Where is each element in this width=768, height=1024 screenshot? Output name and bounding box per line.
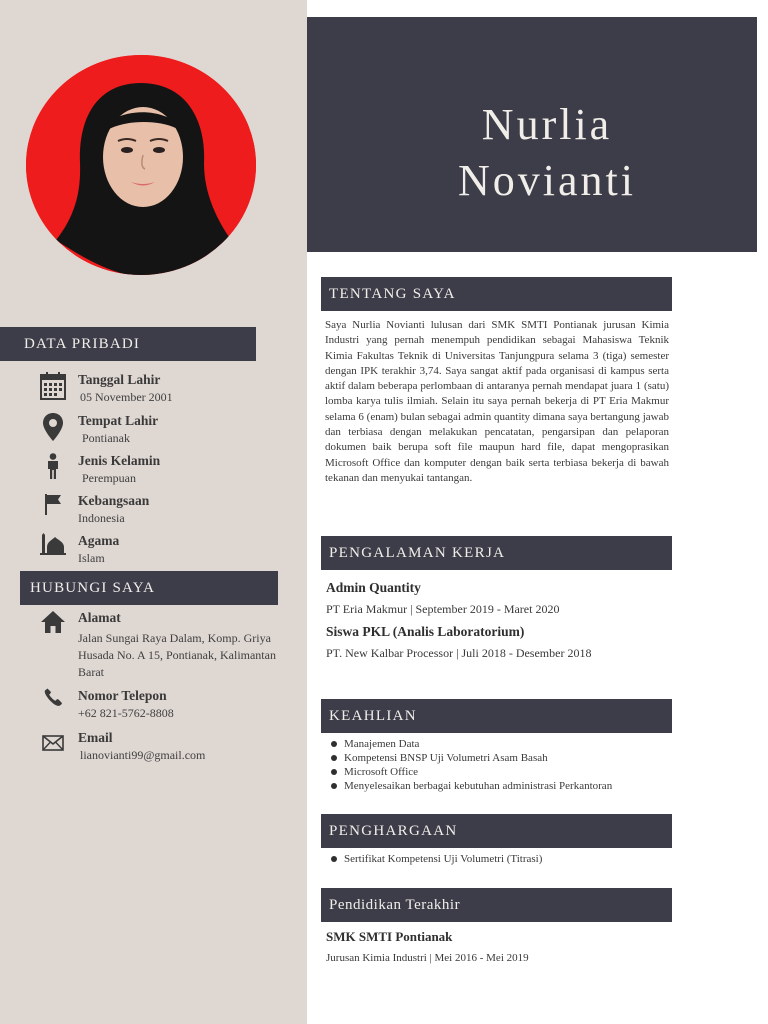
data-pribadi-title: DATA PRIBADI bbox=[0, 327, 256, 361]
alamat-value: Jalan Sungai Raya Dalam, Komp. Griya Husada No. A 15, Pontianak, Kalimantan Barat bbox=[78, 631, 276, 679]
calendar-icon bbox=[38, 372, 68, 402]
mosque-icon bbox=[38, 533, 68, 563]
tentang-saya-text: Saya Nurlia Novianti lulusan dari SMK SMTI Pontianak jurusan Kimia Industri yang pernah menempuh pendidikan sebagai Mahasiswa Teknik Kimia Fakultas Teknik di Universitas Tanjungpura selama 3 (tiga) semester dengan IPK terakhir 3,74. Saya sangat aktif pada organisasi di kampus serta aktif dalam beberapa perlombaan di antaranya pernah mendapat juara 1 (satu) lomba karya tulis ilmiah. Selain itu saya pernah bekerja di PT Eria Makmur selama 6 (enam) bulan sebagai admin quantity dimana saya bertangung jawab dan terbiasa dengan melakukan pencatatan, pengarsipan dan pelaporan dokumen baik berupa soft file maupun hard file, dapat mengoprasikan Microsoft Office dan komputer dengan baik serta terbiasa bekerja di bawah tekanan dan menyukai tantangan. bbox=[325, 319, 669, 484]
list-item: Manajemen Data bbox=[331, 737, 612, 751]
jenis-kelamin-value: Perempuan bbox=[82, 471, 136, 485]
alamat-label: Alamat bbox=[78, 610, 121, 625]
penghargaan-title: PENGHARGAAN bbox=[321, 814, 672, 848]
email-value: lianovianti99@gmail.com bbox=[80, 748, 206, 762]
agama-label: Agama bbox=[78, 533, 120, 548]
jenis-kelamin-label: Jenis Kelamin bbox=[78, 453, 161, 468]
pendidikan-title: Pendidikan Terakhir bbox=[321, 888, 672, 922]
penghargaan-list bbox=[331, 852, 542, 866]
profile-photo-image bbox=[26, 55, 256, 275]
profile-photo bbox=[26, 55, 256, 275]
school-detail: Jurusan Kimia Industri | Mei 2016 - Mei 2019 bbox=[326, 952, 529, 964]
nomor-telepon-label: Nomor Telepon bbox=[78, 688, 167, 703]
agama-value: Islam bbox=[78, 551, 105, 565]
kebangsaan-label: Kebangsaan bbox=[78, 493, 150, 508]
tanggal-lahir-value: 05 November 2001 bbox=[80, 390, 173, 404]
keahlian-title: KEAHLIAN bbox=[321, 699, 672, 733]
tempat-lahir-value: Pontianak bbox=[82, 431, 130, 445]
nomor-telepon-value: +62 821-5762-8808 bbox=[78, 706, 174, 720]
hubungi-saya-title: HUBUNGI SAYA bbox=[20, 571, 278, 605]
job-detail-2: PT. New Kalbar Processor | Juli 2018 - Desember 2018 bbox=[326, 646, 592, 660]
home-icon bbox=[38, 610, 68, 640]
list-item: Menyelesaikan berbagai kebutuhan administrasi Perkantoran bbox=[331, 779, 612, 793]
keahlian-list bbox=[331, 737, 612, 793]
tanggal-lahir-label: Tanggal Lahir bbox=[78, 372, 161, 387]
kebangsaan-value: Indonesia bbox=[78, 511, 125, 525]
tempat-lahir-label: Tempat Lahir bbox=[78, 413, 159, 428]
mail-icon bbox=[38, 735, 68, 765]
school-name: SMK SMTI Pontianak bbox=[326, 929, 453, 944]
list-item: Sertifikat Kompetensi Uji Volumetri (Titrasi) bbox=[331, 852, 542, 866]
pengalaman-kerja-title: PENGALAMAN KERJA bbox=[321, 536, 672, 570]
email-label: Email bbox=[78, 730, 113, 745]
last-name: Novianti bbox=[458, 156, 636, 205]
phone-icon bbox=[38, 688, 68, 718]
job-role-1: Admin Quantity bbox=[326, 580, 421, 595]
list-item: Microsoft Office bbox=[331, 765, 612, 779]
list-item: Kompetensi BNSP Uji Volumetri Asam Basah bbox=[331, 751, 612, 765]
job-role-2: Siswa PKL (Analis Laboratorium) bbox=[326, 624, 525, 639]
flag-icon bbox=[38, 493, 68, 523]
tentang-saya-title: TENTANG SAYA bbox=[321, 277, 672, 311]
person-icon bbox=[38, 453, 68, 483]
job-detail-1: PT Eria Makmur | September 2019 - Maret 2020 bbox=[326, 602, 560, 616]
first-name: Nurlia bbox=[481, 100, 613, 149]
name-header bbox=[307, 17, 757, 252]
location-pin-icon bbox=[38, 413, 68, 443]
sidebar bbox=[0, 0, 307, 1024]
